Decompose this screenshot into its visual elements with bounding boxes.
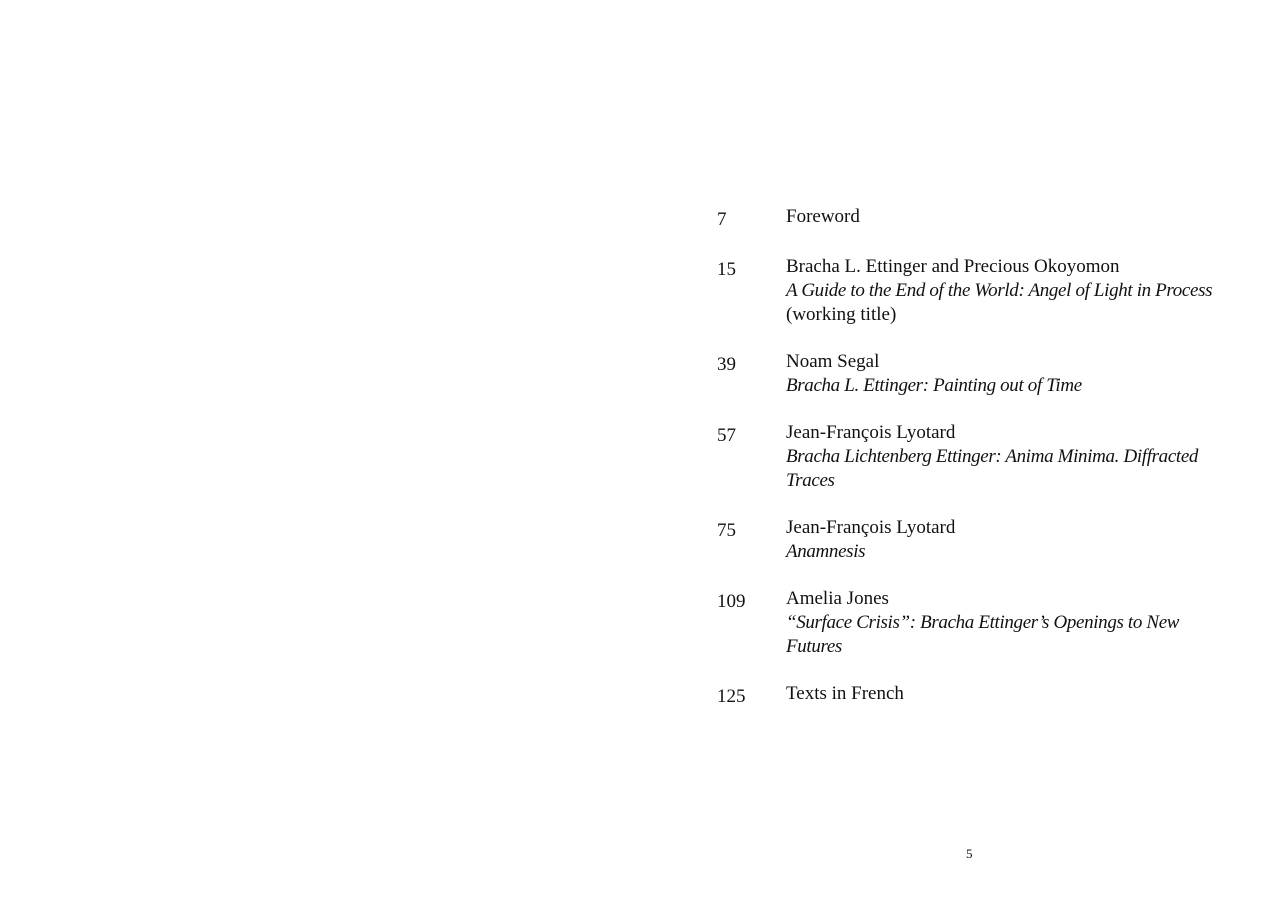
toc-entry-title: Bracha Lichtenberg Ettinger: Anima Minima. Diffracted Traces — [786, 446, 1199, 491]
toc-entry-text — [786, 421, 1217, 493]
toc-page-number: 75 — [717, 520, 736, 541]
table-of-contents — [717, 205, 1217, 732]
toc-page-number: 125 — [717, 686, 746, 707]
toc-page-number: 57 — [717, 425, 736, 446]
toc-entry-text — [786, 350, 1217, 398]
toc-entry-foreword — [717, 205, 1217, 232]
toc-entry-author: Jean-François Lyotard — [786, 517, 956, 538]
toc-entry — [717, 421, 1217, 493]
toc-entry — [717, 587, 1217, 659]
toc-entry-text — [786, 255, 1217, 327]
toc-entry-subtitle: (working title) — [786, 304, 897, 325]
toc-entry-text — [786, 516, 1217, 564]
toc-entry-author: Noam Segal — [786, 351, 880, 372]
toc-entry-author: Amelia Jones — [786, 588, 889, 609]
page-number: 5 — [966, 846, 973, 861]
toc-entry-text — [786, 682, 1217, 706]
toc-entry-title: “Surface Crisis”: Bracha Ettinger’s Openings to New Futures — [786, 612, 1180, 657]
toc-page-number: 109 — [717, 591, 746, 612]
toc-entry-title: Anamnesis — [786, 541, 866, 562]
toc-entry-title: A Guide to the End of the World: Angel of Light in Process — [786, 280, 1213, 301]
toc-entry-text — [786, 587, 1217, 659]
toc-entry — [717, 350, 1217, 398]
toc-entry — [717, 255, 1217, 327]
toc-entry-author: Bracha L. Ettinger and Precious Okoyomon — [786, 256, 1120, 277]
toc-entry-author: Jean-François Lyotard — [786, 422, 956, 443]
toc-page-number: 39 — [717, 354, 736, 375]
toc-entry-label: Texts in French — [786, 683, 904, 704]
toc-entry-label: Foreword — [786, 206, 860, 227]
toc-page-number: 15 — [717, 259, 736, 280]
toc-entry-title: Bracha L. Ettinger: Painting out of Time — [786, 375, 1082, 396]
toc-entry-text — [786, 205, 1217, 229]
toc-page-number: 7 — [717, 209, 727, 230]
toc-entry-texts-in-french — [717, 682, 1217, 709]
toc-entry — [717, 516, 1217, 564]
